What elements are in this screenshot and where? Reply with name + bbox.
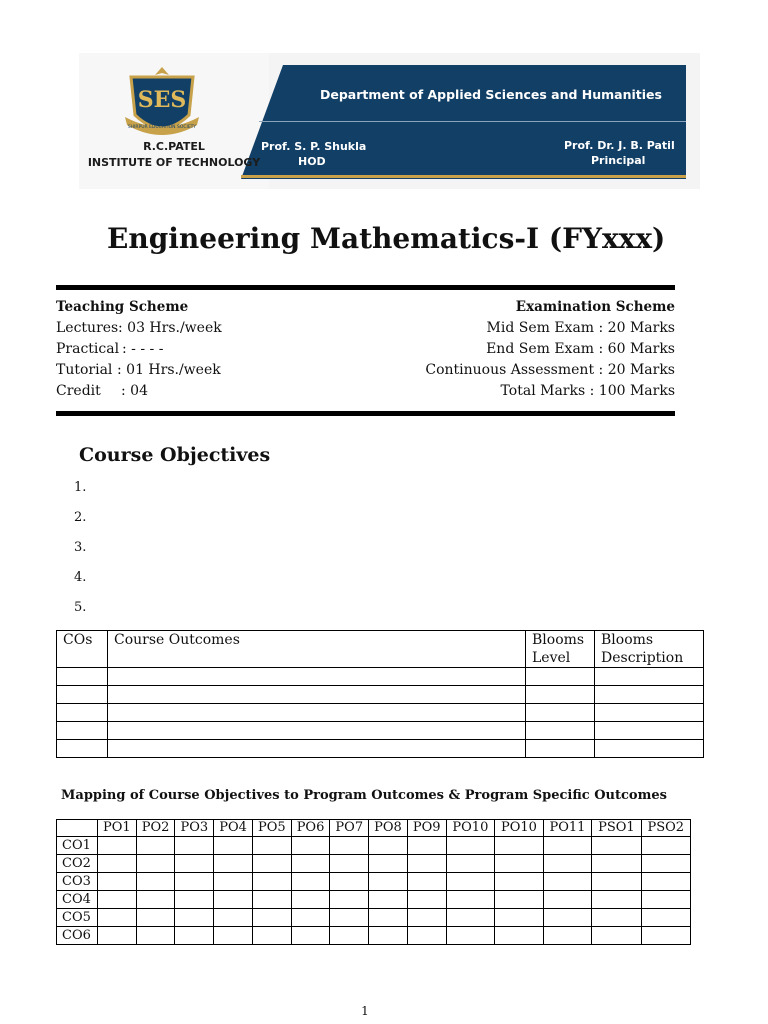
mapping-cell [369, 891, 408, 909]
mapping-cell [543, 873, 592, 891]
mapping-cell [291, 837, 330, 855]
table-row [57, 891, 691, 909]
mapping-cell [175, 873, 214, 891]
mapping-cell [252, 855, 291, 873]
principal-role: Principal [591, 154, 646, 167]
mapping-cell [175, 927, 214, 945]
exam-continuous-assessment: Continuous Assessment : 20 Marks [425, 362, 675, 378]
banner-gold-line [241, 175, 686, 178]
mapping-cell [446, 891, 495, 909]
mapping-cell [291, 891, 330, 909]
table-row [57, 927, 691, 945]
objective-item: 5. [74, 600, 87, 615]
mapping-cell [407, 837, 446, 855]
scheme-credit [56, 382, 148, 400]
mapping-col-header: PO10 [495, 820, 544, 837]
col-course-outcomes: Course Outcomes [108, 631, 526, 668]
mapping-row-label: CO3 [57, 873, 98, 891]
teaching-scheme-heading: Teaching Scheme [56, 299, 189, 315]
mapping-cell [175, 837, 214, 855]
mapping-row-label: CO2 [57, 855, 98, 873]
mapping-cell [369, 909, 408, 927]
mapping-cell [330, 891, 369, 909]
mapping-cell [98, 855, 137, 873]
scheme-practical [56, 340, 163, 358]
mapping-cell [330, 909, 369, 927]
mapping-cell [407, 873, 446, 891]
hod-role: HOD [298, 155, 326, 168]
mapping-cell [495, 927, 544, 945]
mapping-cell [175, 909, 214, 927]
exam-end-sem: End Sem Exam : 60 Marks [486, 341, 675, 357]
table-header-row [57, 631, 704, 668]
mapping-cell [252, 909, 291, 927]
mapping-cell [495, 909, 544, 927]
mapping-row-label: CO1 [57, 837, 98, 855]
col-blooms-level: Blooms Level [526, 631, 595, 668]
mapping-col-header: PO6 [291, 820, 330, 837]
mapping-cell [407, 855, 446, 873]
mapping-cell [98, 891, 137, 909]
mapping-cell [291, 873, 330, 891]
department-name: Department of Applied Sciences and Humanities [320, 87, 662, 102]
mapping-col-header: PO9 [407, 820, 446, 837]
course-outcomes-table [56, 630, 704, 758]
mapping-cell [543, 909, 592, 927]
mapping-heading: Mapping of Course Objectives to Program Outcomes & Program Specific Outcomes [61, 788, 667, 803]
mapping-cell [407, 891, 446, 909]
scheme-lectures [56, 319, 222, 337]
principal-name: Prof. Dr. J. B. Patil [564, 139, 675, 152]
mapping-col-header: PSO2 [641, 820, 690, 837]
objective-item: 4. [74, 570, 87, 585]
mapping-col-header: PO2 [136, 820, 175, 837]
mapping-cell [592, 837, 641, 855]
mapping-cell [446, 873, 495, 891]
mapping-col-header: PO10 [446, 820, 495, 837]
credit-value: : 04 [121, 383, 148, 399]
exam-mid-sem: Mid Sem Exam : 20 Marks [486, 320, 675, 336]
mapping-col-header: PO4 [214, 820, 253, 837]
mapping-col-header: PO3 [175, 820, 214, 837]
mapping-cell [136, 855, 175, 873]
table-row [57, 909, 691, 927]
mapping-cell [592, 909, 641, 927]
mapping-cell [543, 837, 592, 855]
mapping-cell [495, 837, 544, 855]
mapping-cell [369, 927, 408, 945]
practical-label: Practical [56, 341, 120, 357]
mapping-cell [136, 909, 175, 927]
tutorial-label: Tutorial [56, 362, 113, 378]
mapping-cell [98, 909, 137, 927]
mapping-cell [446, 837, 495, 855]
mapping-cell [214, 927, 253, 945]
mapping-cell [136, 873, 175, 891]
col-blooms-description: Blooms Description [595, 631, 704, 668]
institute-name-line1: R.C.PATEL [143, 140, 205, 153]
mapping-cell [641, 909, 690, 927]
mapping-cell [641, 927, 690, 945]
mapping-cell [407, 927, 446, 945]
mapping-cell [252, 927, 291, 945]
table-row [57, 704, 704, 722]
mapping-cell [291, 855, 330, 873]
mapping-col-header: PO5 [252, 820, 291, 837]
mapping-cell [369, 873, 408, 891]
bottom-rule [56, 411, 675, 416]
objectives-list [74, 480, 86, 630]
mapping-row-label: CO6 [57, 927, 98, 945]
mapping-cell [330, 837, 369, 855]
ses-logo [119, 65, 205, 145]
table-row [57, 740, 704, 758]
mapping-cell [175, 891, 214, 909]
table-row [57, 873, 691, 891]
mapping-cell [369, 855, 408, 873]
mapping-cell [214, 909, 253, 927]
mapping-cell [214, 855, 253, 873]
mapping-cell [330, 855, 369, 873]
objective-item: 2. [74, 510, 87, 525]
mapping-cell [136, 927, 175, 945]
lectures-value: : 03 Hrs./week [118, 320, 222, 336]
mapping-cell [641, 891, 690, 909]
mapping-cell [136, 891, 175, 909]
tutorial-value: : 01 Hrs./week [117, 362, 221, 378]
mapping-row-label: CO5 [57, 909, 98, 927]
mapping-cell [641, 855, 690, 873]
mapping-cell [214, 837, 253, 855]
credit-label: Credit [56, 383, 101, 399]
practical-value: : - - - - [122, 341, 164, 357]
mapping-corner-cell [57, 820, 98, 837]
exam-total-marks: Total Marks : 100 Marks [500, 383, 675, 399]
objective-item: 1. [74, 480, 87, 495]
mapping-cell [252, 891, 291, 909]
mapping-cell [252, 837, 291, 855]
mapping-cell [252, 873, 291, 891]
course-title: Engineering Mathematics-I (FYxxx) [107, 222, 666, 255]
mapping-cell [291, 909, 330, 927]
mapping-cell [98, 873, 137, 891]
mapping-cell [543, 927, 592, 945]
mapping-col-header: PSO1 [592, 820, 641, 837]
table-row [57, 668, 704, 686]
mapping-row-label: CO4 [57, 891, 98, 909]
table-row [57, 855, 691, 873]
page-number: 1 [361, 1004, 369, 1018]
mapping-cell [98, 837, 137, 855]
course-objectives-heading: Course Objectives [79, 444, 271, 466]
objective-item: 3. [74, 540, 87, 555]
mapping-cell [446, 927, 495, 945]
mapping-cell [495, 891, 544, 909]
mapping-cell [592, 891, 641, 909]
mapping-cell [214, 891, 253, 909]
mapping-cell [446, 855, 495, 873]
institute-name-line2: INSTITUTE OF TECHNOLOGY [87, 156, 261, 169]
table-row [57, 686, 704, 704]
table-row [57, 722, 704, 740]
mapping-cell [592, 855, 641, 873]
scheme-tutorial [56, 361, 221, 379]
mapping-cell [543, 891, 592, 909]
lectures-label: Lectures [56, 320, 119, 336]
mapping-col-header: PO7 [330, 820, 369, 837]
mapping-table [56, 819, 691, 945]
mapping-cell [98, 927, 137, 945]
mapping-cell [330, 927, 369, 945]
banner-divider [259, 121, 686, 122]
mapping-cell [407, 909, 446, 927]
mapping-cell [495, 873, 544, 891]
logo-text: SES [137, 87, 187, 113]
mapping-cell [641, 873, 690, 891]
header-banner [79, 53, 700, 189]
mapping-cell [175, 855, 214, 873]
mapping-col-header: PO11 [543, 820, 592, 837]
mapping-cell [136, 837, 175, 855]
mapping-col-header: PO8 [369, 820, 408, 837]
mapping-cell [214, 873, 253, 891]
mapping-header-row [57, 820, 691, 837]
logo-ribbon: SHIRPUR EDUCATION SOCIETY [127, 125, 197, 130]
hod-name: Prof. S. P. Shukla [261, 140, 367, 153]
mapping-col-header: PO1 [98, 820, 137, 837]
mapping-cell [369, 837, 408, 855]
mapping-cell [291, 927, 330, 945]
exam-scheme-heading: Examination Scheme [515, 299, 675, 315]
mapping-cell [495, 855, 544, 873]
mapping-cell [543, 855, 592, 873]
mapping-cell [592, 927, 641, 945]
mapping-cell [446, 909, 495, 927]
table-row [57, 837, 691, 855]
mapping-cell [641, 837, 690, 855]
mapping-cell [592, 873, 641, 891]
mapping-cell [330, 873, 369, 891]
top-rule [56, 285, 675, 290]
col-cos: COs [57, 631, 108, 668]
